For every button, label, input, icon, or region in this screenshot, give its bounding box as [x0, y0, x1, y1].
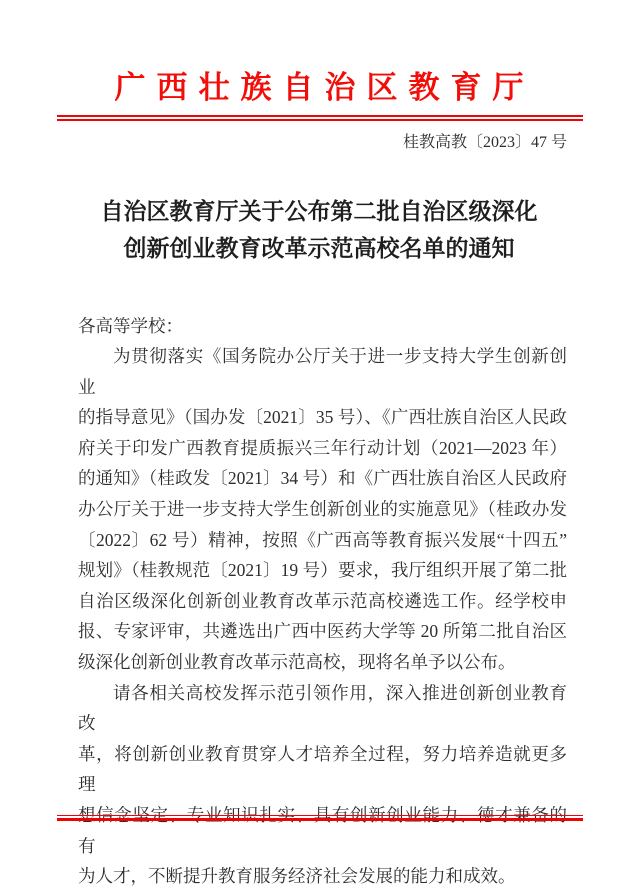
body-line: 办公厅关于进一步支持大学生创新创业的实施意见》（桂政办发 [78, 499, 567, 520]
body-line: 自治区级深化创新创业教育改革示范高校遴选工作。经学校申 [78, 590, 567, 611]
document-number: 桂教高教〔2023〕47 号 [402, 133, 567, 151]
red-divider-bottom [57, 815, 583, 821]
red-divider-top [57, 115, 583, 121]
body-line: 级深化创新创业教育改革示范高校，现将名单予以公布。 [78, 652, 516, 673]
notice-title-line-2: 创新创业教育改革示范高校名单的通知 [123, 235, 515, 261]
body-line: 的通知》（桂政发〔2021〕34 号）和《广西壮族自治区人民政府 [78, 468, 567, 489]
letterhead-title: 广西壮族自治区教育厅 [114, 70, 535, 105]
notice-body [78, 311, 567, 892]
body-line: 想信念坚定、专业知识扎实、具有创新创业能力、德才兼备的有 [78, 805, 567, 856]
body-line: 为人才，不断提升教育服务经济社会发展的能力和成效。 [78, 866, 516, 887]
body-line: 的指导意见》（国办发〔2021〕35 号）、《广西壮族自治区人民政 [78, 407, 567, 428]
body-line: 为贯彻落实《国务院办公厅关于进一步支持大学生创新创业 [78, 346, 567, 397]
salutation: 各高等学校： [78, 315, 183, 336]
notice-title-line-1: 自治区教育厅关于公布第二批自治区级深化 [100, 198, 538, 224]
body-line: 革，将创新创业教育贯穿人才培养全过程，努力培养造就更多理 [78, 743, 567, 795]
body-line: 请各相关高校发挥示范引领作用，深入推进创新创业教育改 [78, 682, 567, 734]
body-line: 规划》（桂教规范〔2021〕19 号）要求，我厅组织开展了第二批 [78, 560, 567, 581]
body-line: 〔2022〕62 号）精神，按照《广西高等教育振兴发展“十四五” [78, 529, 567, 550]
body-line: 府关于印发广西教育提质振兴三年行动计划（2021—2023 年） [78, 437, 567, 458]
body-line: 报、专家评审，共遴选出广西中医药大学等 20 所第二批自治区 [78, 621, 567, 642]
notice-title [0, 193, 638, 267]
